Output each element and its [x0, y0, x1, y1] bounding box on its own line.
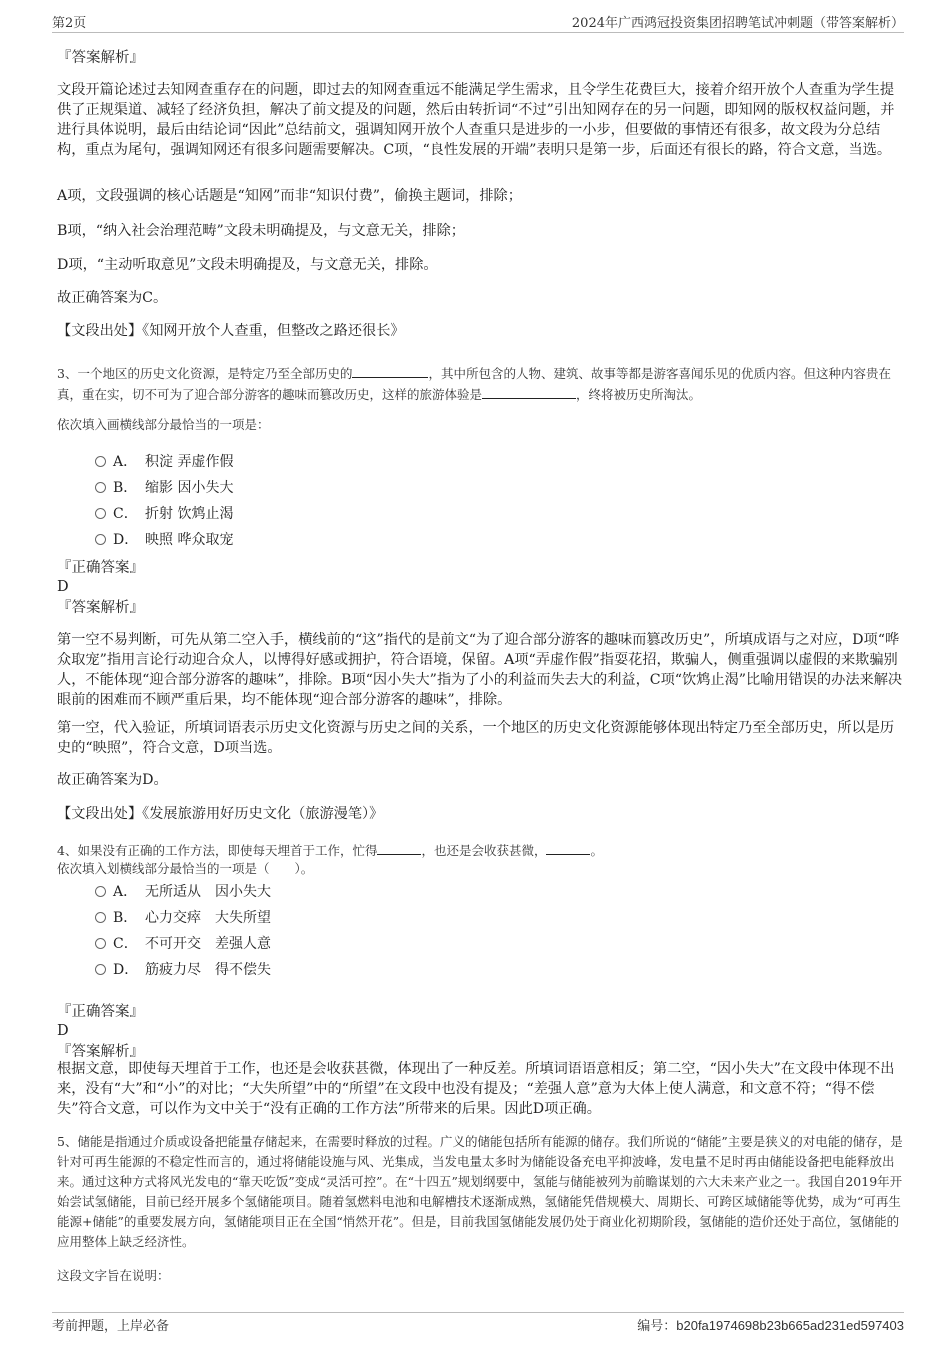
option-text: 积淀 弄虚作假 [145, 454, 234, 470]
option-key: D． [113, 962, 139, 978]
option-key: A． [113, 454, 138, 470]
blank [546, 840, 590, 855]
q3-option-c[interactable] [95, 504, 233, 524]
option-key: C． [113, 936, 138, 952]
q3-option-b[interactable] [95, 478, 233, 498]
q2-analysis-label: 『答案解析』 [57, 50, 144, 66]
q3-analysis-1: 第一空不易判断，可先从第二空入手，横线前的“这”指代的是前文“为了迎合部分游客的趣味而篡改历史”，所填成语与之对应，D项“哗众取宠”指用言论行动迎合众人，以博得好感或拥护，符合语境，保留。A项“弄虚作假”指耍花招，欺骗人，侧重强调以虚假的来欺骗别人，不能体现“迎合部分游客的趣味”，排除。B项“因小失大”指为了小的利益而失去大的利益，C项“饮鸩止渴”比喻用错误的办法来解决眼前的困难而不顾严重后果，均不能体现“迎合部分游客的趣味”，排除。 [57, 632, 903, 708]
option-text: 缩影 因小失大 [145, 480, 234, 496]
q4-answer: D [57, 1023, 69, 1039]
q3-analysis-label: 『答案解析』 [57, 600, 144, 616]
q4-answer-label: 『正确答案』 [57, 1004, 144, 1020]
q2-source: 【文段出处】《知网开放个人查重，但整改之路还很长》 [57, 323, 405, 339]
q3-source: 【文段出处】《发展旅游用好历史文化（旅游漫笔）》 [57, 806, 384, 822]
q2-option-a-note: A项，文段强调的核心话题是“知网”而非“知识付费”，偷换主题词，排除； [57, 188, 522, 204]
page-footer [52, 1312, 904, 1337]
radio-icon[interactable] [95, 912, 106, 923]
q3-prompt: 依次填入画横线部分最恰当的一项是： [57, 417, 270, 432]
q4-stem-part2: ，也还是会收获甚微， [421, 843, 547, 858]
q3-stem-part3: ，终将被历史所淘汰。 [576, 387, 702, 402]
blank [352, 363, 428, 378]
page-header [52, 12, 904, 33]
option-key: B． [113, 910, 138, 926]
footer-slogan: 考前押题，上岸必备 [52, 1319, 170, 1334]
q2-option-d-note: D项，“主动听取意见”文段未明确提及，与文意无关，排除。 [57, 257, 438, 273]
option-key: C． [113, 506, 138, 522]
option-key: A． [113, 884, 138, 900]
option-key: D． [113, 532, 139, 548]
q5-stem: 5、储能是指通过介质或设备把能量存储起来，在需要时释放的过程。广义的储能包括所有能源的储存。我们所说的“储能”主要是狭义的对电能的储存，是针对可再生能源的不稳定性而言的，通过将储能设施与风、光集成，当发电量太多时为储能设备充电平抑波峰，发电量不足时再由储能设备把电能释放出来。通过这种方式将风光发电的“靠天吃饭”变成“灵活可控”。在“十四五”规划纲要中，氢能与储能被列为前瞻谋划的六大未来产业之一。我国自2019年开始尝试氢储能，目前已经开展多个氢储能项目。随着氢燃料电池和电解槽技术逐渐成熟，氢储能凭借规模大、周期长、可跨区域储能等优势，成为“可再生能源+储能”的重要发展方向，氢储能项目正在全国“悄然开花”。但是，目前我国氢储能发展仍处于商业化初期阶段，氢储能的造价还处于高位，氢储能的应用整体上缺乏经济性。 [57, 1134, 903, 1249]
q4-option-a[interactable] [95, 882, 271, 902]
radio-icon[interactable] [95, 534, 106, 545]
option-text: 无所适从 因小失大 [145, 884, 271, 900]
radio-icon[interactable] [95, 456, 106, 467]
footer-code [637, 1315, 904, 1334]
blank [482, 384, 576, 399]
option-text: 不可开交 差强人意 [145, 936, 271, 952]
option-text: 折射 饮鸩止渴 [145, 506, 234, 522]
radio-icon[interactable] [95, 938, 106, 949]
q3-stem-part1: 3、一个地区的历史文化资源，是特定乃至全部历史的 [57, 366, 353, 381]
footer-code-label: 编号： [637, 1319, 677, 1334]
footer-code-value: b20fa1974698b23b665ad231ed597403 [676, 1318, 904, 1333]
q2-analysis: 文段开篇论述过去知网查重存在的问题，即过去的知网查重远不能满足学生需求，且令学生花费巨大，接着介绍开放个人查重为学生提供了正规渠道、减轻了经济负担，解决了前文提及的问题，然后由转折词“不过”引出知网存在的另一问题，即知网的版权权益问题，并进行具体说明，最后由结论词“因此”总结前文，强调知网开放个人查重只是进步的一小步，但要做的事情还有很多，故文段为分总结构，重点为尾句，强调知网还有很多问题需要解决。C项，“良性发展的开端”表明只是第一步，后面还有很长的路，符合文意，当选。 [57, 82, 895, 158]
q3-analysis-2: 第一空，代入验证，所填词语表示历史文化资源与历史之间的关系，一个地区的历史文化资源能够体现出特定乃至全部历史，所以是历史的“映照”，符合文意，D项当选。 [57, 720, 895, 756]
q4-option-b[interactable] [95, 908, 271, 928]
radio-icon[interactable] [95, 886, 106, 897]
doc-title: 2024年广西鸿冠投资集团招聘笔试冲刺题（带答案解析） [571, 16, 904, 31]
blank [377, 840, 421, 855]
q4-analysis-label: 『答案解析』 [57, 1044, 144, 1060]
option-key: B． [113, 480, 138, 496]
q2-option-b-note: B项，“纳入社会治理范畴”文段未明确提及，与文意无关，排除； [57, 223, 465, 239]
q2-conclusion: 故正确答案为C。 [57, 290, 168, 306]
q3-option-d[interactable] [95, 530, 233, 550]
radio-icon[interactable] [95, 508, 106, 519]
option-text: 筋疲力尽 得不偿失 [145, 962, 271, 978]
q3-option-a[interactable] [95, 452, 233, 472]
page-number: 第2页 [52, 16, 87, 31]
radio-icon[interactable] [95, 964, 106, 975]
q4-option-d[interactable] [95, 960, 271, 980]
q4-stem-part1: 4、如果没有正确的工作方法，即使每天埋首于工作，忙得 [57, 843, 378, 858]
q3-stem-part2: ，其中所包含的人物、建筑、故事等都是游客喜闻乐见的优质内容。但这种内容贵在真，重在实，切不可为了迎合部分游客的趣味而篡改历史，这样的旅游体验是 [57, 366, 891, 402]
q4-stem-part3: 。 [590, 843, 603, 858]
q4-analysis: 根据文意，即使每天埋首于工作，也还是会收获甚微，体现出了一种反差。所填词语语意相反；第二空，“因小失大”在文段中体现不出来，没有“大”和“小”的对比；“大失所望”中的“所望”在文段中也没有提及；“差强人意”意为大体上使人满意，和文意不符；“得不偿失”符合文意，可以作为文中关于“没有正确的工作方法”所带来的后果。因此D项正确。 [57, 1061, 895, 1117]
q4-stem [57, 840, 904, 861]
radio-icon[interactable] [95, 482, 106, 493]
q3-answer: D [57, 579, 69, 595]
q4-prompt: 依次填入划横线部分最恰当的一项是（ ）。 [57, 861, 314, 876]
q3-answer-label: 『正确答案』 [57, 560, 144, 576]
option-text: 心力交瘁 大失所望 [145, 910, 271, 926]
q4-option-c[interactable] [95, 934, 271, 954]
q3-conclusion: 故正确答案为D。 [57, 772, 168, 788]
q3-stem [57, 363, 904, 405]
q5-prompt: 这段文字旨在说明： [57, 1268, 170, 1283]
option-text: 映照 哗众取宠 [145, 532, 234, 548]
